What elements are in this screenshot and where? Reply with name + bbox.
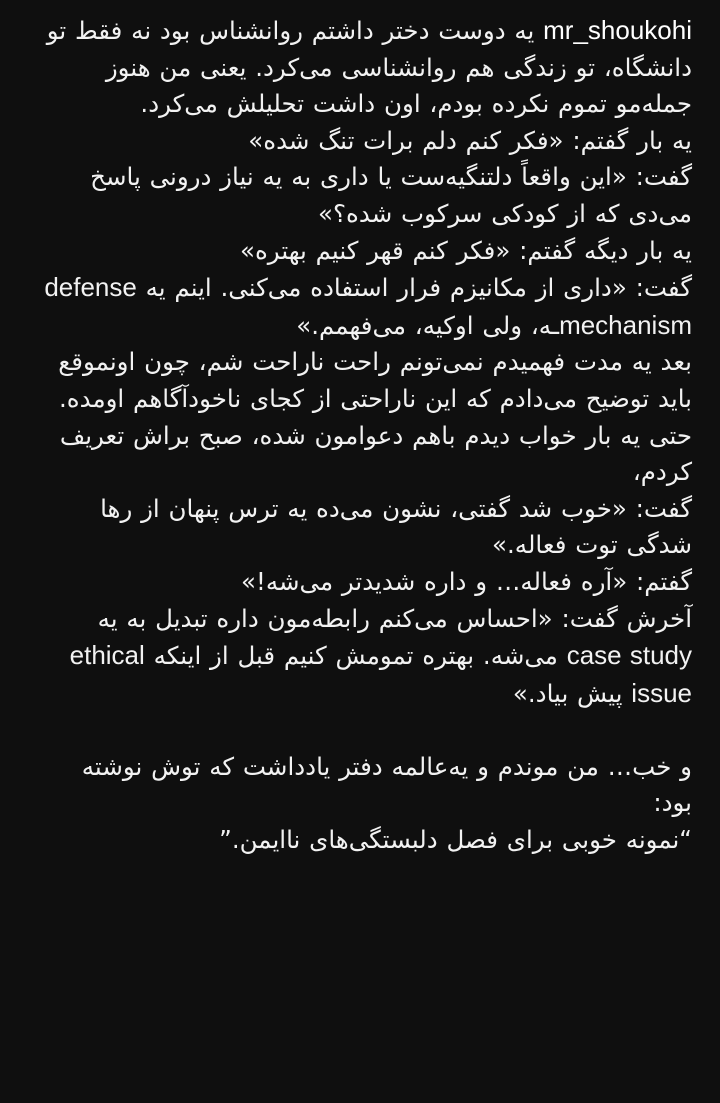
closing-quote: “نمونه خوبی برای فصل دلبستگی‌های ناایمن.” bbox=[219, 825, 692, 855]
username[interactable]: mr_shoukohi bbox=[543, 15, 692, 45]
english-term: ethical issue bbox=[61, 640, 692, 708]
paragraph-line: و خب… من موندم و یه‌عالمه دفتر یادداشت که توش نوشته بود: bbox=[73, 751, 692, 818]
english-term: case study bbox=[566, 640, 692, 671]
blank-line bbox=[40, 712, 692, 749]
paragraph-line: گفتم: «آره فعاله… و داره شدیدتر می‌شه!» bbox=[241, 566, 692, 596]
english-term: defense mechanism bbox=[36, 272, 692, 340]
paragraph-line bbox=[40, 601, 692, 713]
line-part: پیش بیاد.» bbox=[512, 678, 632, 708]
paragraph-line: یه بار دیگه گفتم: «فکر کنم قهر کنیم بهتره» bbox=[239, 235, 692, 265]
paragraph-line: یه بار گفتم: «فکر کنم دلم برات تنگ شده» bbox=[248, 125, 692, 155]
line-part: گفت: «داری از مکانیزم فرار استفاده می‌کنی. اینم یه bbox=[136, 273, 692, 303]
line-part: می‌شه. بهتره تمومش کنیم قبل از اینکه bbox=[144, 641, 567, 671]
post-intro bbox=[37, 12, 692, 123]
paragraph-line: گفت: «خوب شد گفتی، نشون می‌ده یه ترس پنهان از رها شدگی توت فعاله.» bbox=[91, 493, 692, 560]
line-part: ـه، ولی اوکیه، می‌فهمم.» bbox=[296, 310, 560, 340]
post-text bbox=[36, 12, 692, 859]
line-part: آخرش گفت: «احساس می‌کنم رابطه‌مون داره تبدیل به یه bbox=[88, 603, 692, 633]
paragraph-line: گفت: «این واقعاً دلتنگیه‌ست یا داری به یه نیاز درونی پاسخ می‌دی که از کودکی سرکوب شده؟» bbox=[81, 162, 692, 228]
paragraph-line: بعد یه مدت فهمیدم نمی‌تونم راحت ناراحت شم، چون اونموقع باید توضیح می‌دادم که این ناراحتی از کجای ناخودآگاهم اومده. bbox=[49, 347, 692, 413]
paragraph-line: حتی یه بار خواب دیدم باهم دعوامون شده، صبح براش تعریف کردم، bbox=[51, 420, 692, 487]
paragraph-line bbox=[36, 269, 692, 344]
intro-text: یه دوست دختر داشتم روانشناس بود نه فقط تو دانشگاه، تو زندگی هم روانشناسی می‌کرد. یعنی من هنوز جمله‌مو تموم نکرده بودم، اون داشت تحلیلش می‌کرد. bbox=[37, 16, 692, 119]
